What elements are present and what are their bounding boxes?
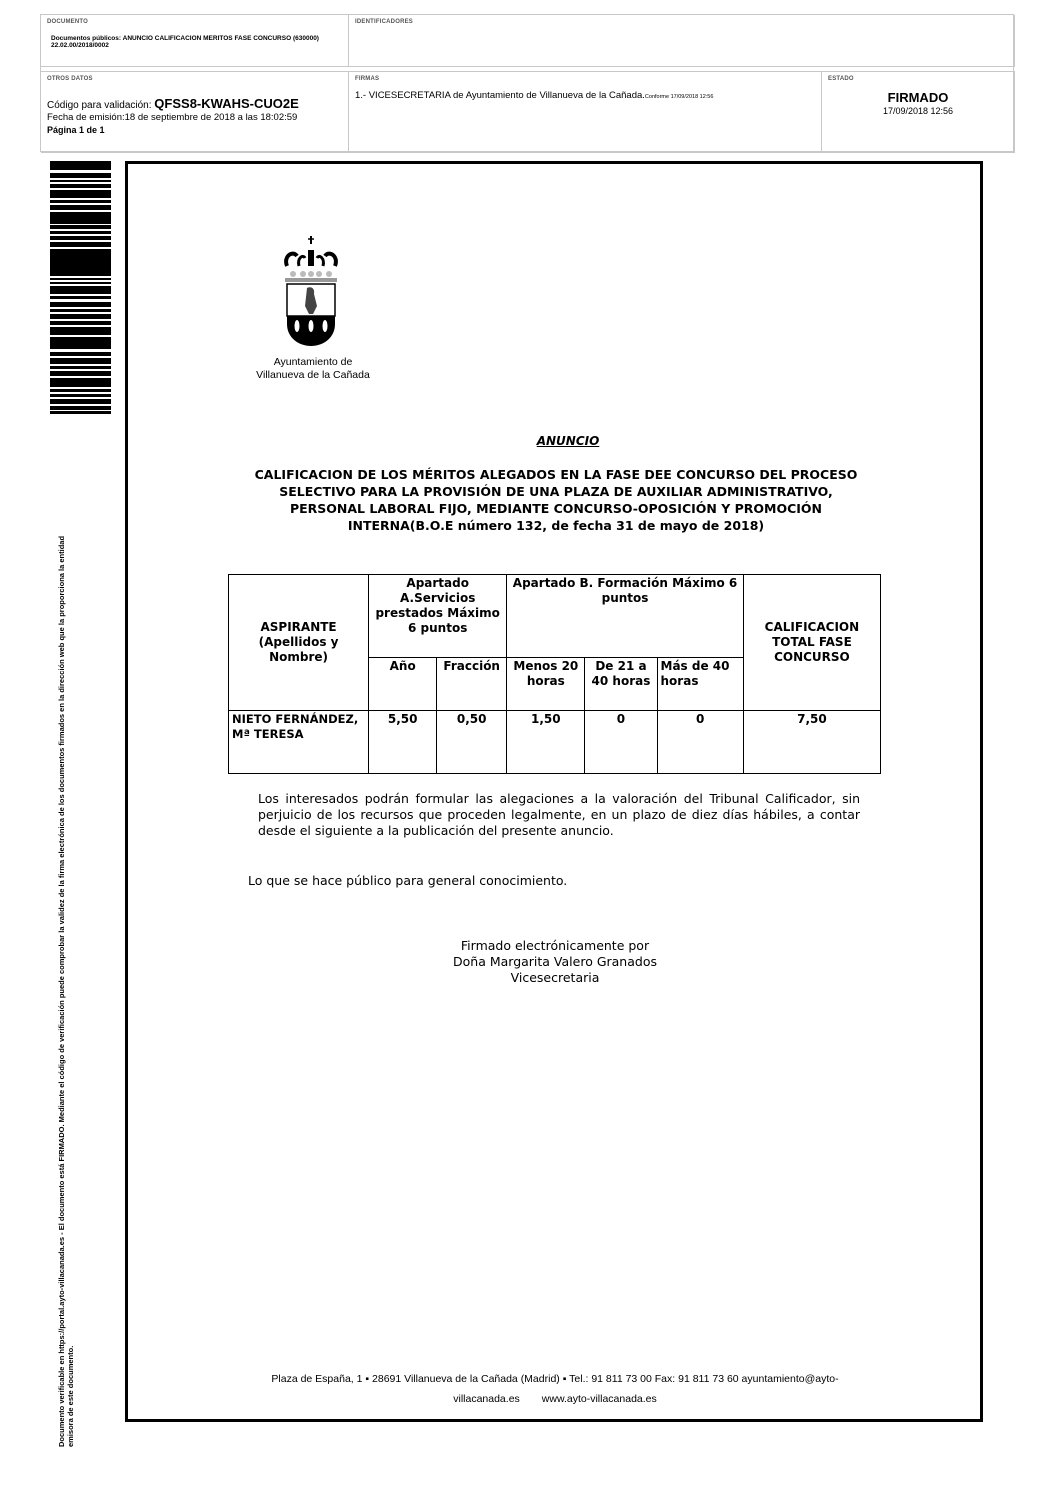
footer-email-domain: villacanada.es bbox=[453, 1393, 520, 1405]
identificadores-label: IDENTIFICADORES bbox=[355, 19, 414, 25]
alegaciones-paragraph: Los interesados podrán formular las alegaciones a la valoración del Tribunal Calificador, sin perjuicio de los recursos que proceden legalmente, en un plazo de diez días hábiles, a contar desde el siguiente a la publicación del presente anuncio. bbox=[258, 791, 860, 838]
subheader-fraccion: Fracción bbox=[437, 658, 507, 711]
municipality-logo bbox=[253, 236, 373, 382]
table-header-row bbox=[229, 575, 881, 658]
estado-label: ESTADO bbox=[828, 76, 854, 82]
page-footer bbox=[245, 1369, 865, 1409]
estado-value: FIRMADO bbox=[887, 90, 949, 105]
signature-role: Vicesecretaria bbox=[510, 970, 600, 985]
cell-mas40: 0 bbox=[657, 711, 743, 774]
documento-label: DOCUMENTO bbox=[47, 19, 89, 25]
validation-code-value: QFSS8-KWAHS-CUO2E bbox=[154, 96, 299, 111]
barcode bbox=[50, 161, 111, 414]
cell-anio: 5,50 bbox=[369, 711, 437, 774]
firmas-cell bbox=[349, 71, 822, 153]
estado-cell bbox=[822, 71, 1015, 153]
footer-address: Plaza de España, 1 ▪ 28691 Villanueva de la Cañada (Madrid) ▪ Tel.: 91 811 73 00 Fax: 91 811 73 60 ayuntamiento@ayto- bbox=[271, 1373, 839, 1385]
cell-de21a40: 0 bbox=[585, 711, 657, 774]
logo-text-line2: Villanueva de la Cañada bbox=[256, 369, 370, 381]
header-aspirante: ASPIRANTE (Apellidos y Nombre) bbox=[229, 575, 369, 711]
cell-menos20: 1,50 bbox=[507, 711, 585, 774]
side-text-line1: Documento verificable en https://portal.ayto-villacanada.es - El documento está FIRMADO. Mediante el código de verificación puede comprobar la validez de la firma electrónica de los documentos firmados en la dirección web que la proporciona la entidad bbox=[57, 535, 66, 1447]
cell-total: 7,50 bbox=[743, 711, 880, 774]
signature-line1: Firmado electrónicamente por bbox=[460, 938, 650, 953]
otros-datos-label: OTROS DATOS bbox=[47, 76, 93, 82]
subheader-mas40: Más de 40 horas bbox=[657, 658, 743, 711]
coat-of-arms-icon bbox=[281, 236, 345, 348]
subheader-anio: Año bbox=[369, 658, 437, 711]
results-table bbox=[228, 574, 881, 774]
firma-entry-status: Conforme 17/09/2018 12:56 bbox=[644, 94, 714, 100]
signature-header bbox=[40, 14, 1014, 152]
firma-entry-text: 1.- VICESECRETARIA de Ayuntamiento de Villanueva de la Cañada. bbox=[355, 90, 645, 101]
anuncio-heading: ANUNCIO bbox=[536, 434, 600, 448]
cell-fraccion: 0,50 bbox=[437, 711, 507, 774]
logo-text-line1: Ayuntamiento de bbox=[273, 356, 353, 368]
validation-code bbox=[47, 96, 299, 111]
table-row bbox=[229, 711, 881, 774]
verification-side-text bbox=[57, 437, 75, 1447]
signature-name: Doña Margarita Valero Granados bbox=[453, 954, 657, 969]
side-text-line2: emisora de este documento. bbox=[66, 1345, 75, 1447]
cell-aspirante: NIETO FERNÁNDEZ, Mª TERESA bbox=[229, 711, 369, 774]
page-count: Página 1 de 1 bbox=[47, 125, 105, 135]
subheader-menos20: Menos 20 horas bbox=[507, 658, 585, 711]
validation-code-label: Código para validación: bbox=[47, 100, 152, 111]
firma-entry bbox=[355, 90, 713, 101]
header-group-a: Apartado A.Servicios prestados Máximo 6 puntos bbox=[369, 575, 507, 658]
signature-block bbox=[440, 938, 670, 986]
header-group-b: Apartado B. Formación Máximo 6 puntos bbox=[507, 575, 744, 658]
firmas-label: FIRMAS bbox=[355, 76, 380, 82]
documento-cell bbox=[41, 15, 349, 67]
estado-date: 17/09/2018 12:56 bbox=[882, 106, 954, 116]
anuncio-title: CALIFICACION DE LOS MÉRITOS ALEGADOS EN LA FASE DEE CONCURSO DEL PROCESO SELECTIVO PARA LA PROVISIÓN DE UNA PLAZA DE AUXILIAR ADMINISTRATIVO, PERSONAL LABORAL FIJO, MEDIANTE CONCURSO-OPOSICIÓN Y PROMOCIÓN INTERNA(B.O.E número 132, de fecha 31 de mayo de 2018) bbox=[254, 467, 858, 533]
publico-statement: Lo que se hace público para general conocimiento. bbox=[248, 873, 568, 888]
identificadores-cell bbox=[349, 15, 1015, 67]
subheader-de21a40: De 21 a 40 horas bbox=[585, 658, 657, 711]
emission-date: Fecha de emisión:18 de septiembre de 2018 a las 18:02:59 bbox=[47, 112, 298, 123]
footer-website-link[interactable]: www.ayto-villacanada.es bbox=[541, 1393, 657, 1405]
documento-value: Documentos públicos: ANUNCIO CALIFICACION MERITOS FASE CONCURSO (630000) 22.02.00/2018/0002 bbox=[51, 35, 319, 49]
otros-datos-cell bbox=[41, 71, 349, 153]
header-total: CALIFICACION TOTAL FASE CONCURSO bbox=[743, 575, 880, 711]
